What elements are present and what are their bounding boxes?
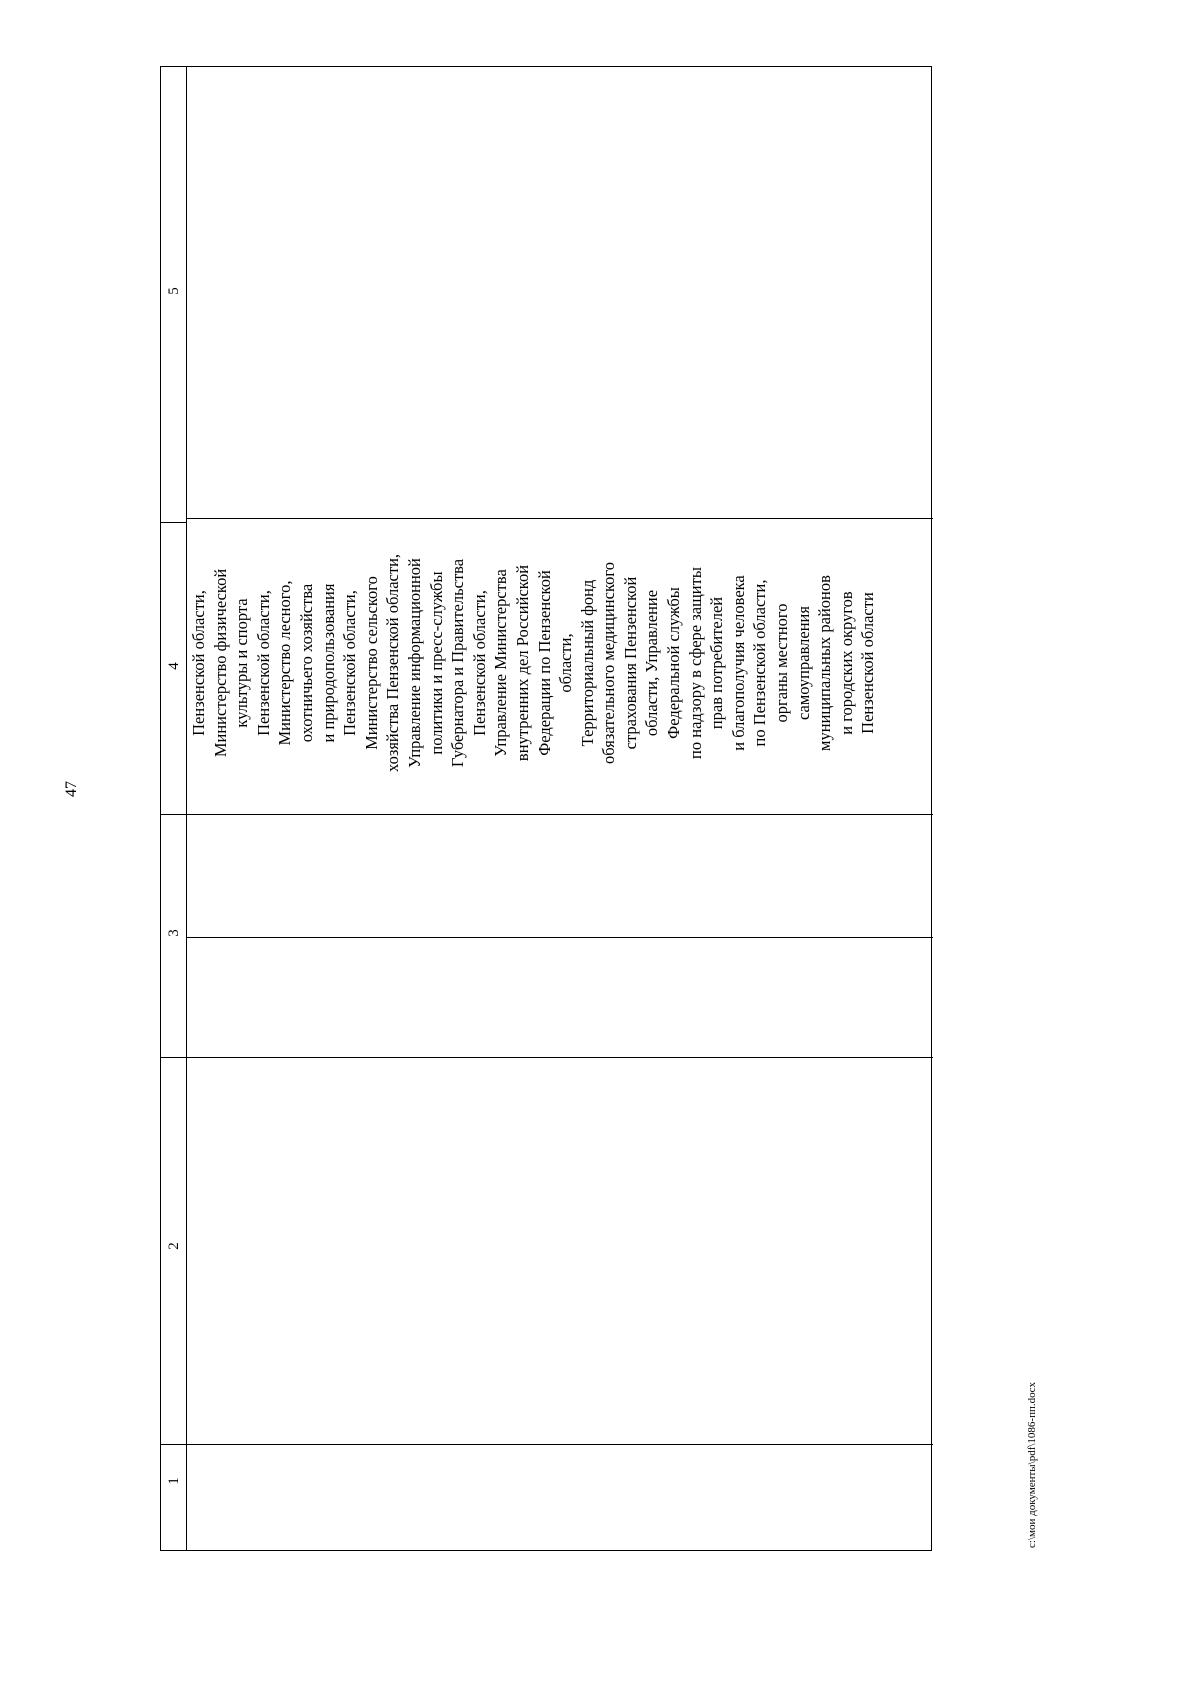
footer-file-path: c:\мои документы\pdf\1086-пп.docx: [1026, 1381, 1038, 1548]
column-divider: [187, 937, 933, 938]
header-cell-3: 3: [166, 929, 182, 937]
header-cell-2: 2: [166, 1242, 182, 1250]
header-cell-1: 1: [166, 1477, 182, 1485]
responsible-bodies-text: Пензенской области, Министерство физической культуры и спорта Пензенской области, Министерство лесного, охотничьего хозяйства и природопользования Пензенской области, Министерство сельского хозяйства Пензенской области, Управление информационной политики и пресс-службы Губернатора и Правительства Пензенской области, Управление Министерства внутренних дел Российской Федерации по Пензенской области, Территориальный фонд обязательного медицинского страхования Пензенской области, Управление Федеральной службы по надзору в сфере защиты прав потребителей и благополучия человека по Пензенской области, органы местного самоуправления муниципальных районов и городских округов Пензенской области: [189, 553, 878, 773]
page-number: 47: [63, 781, 80, 797]
header-cell-5: 5: [166, 287, 182, 295]
column-divider: [161, 1057, 933, 1058]
header-cell-4: 4: [166, 662, 182, 670]
column-divider: [161, 1444, 933, 1445]
column-divider: [161, 814, 933, 815]
column-divider: [161, 522, 187, 523]
